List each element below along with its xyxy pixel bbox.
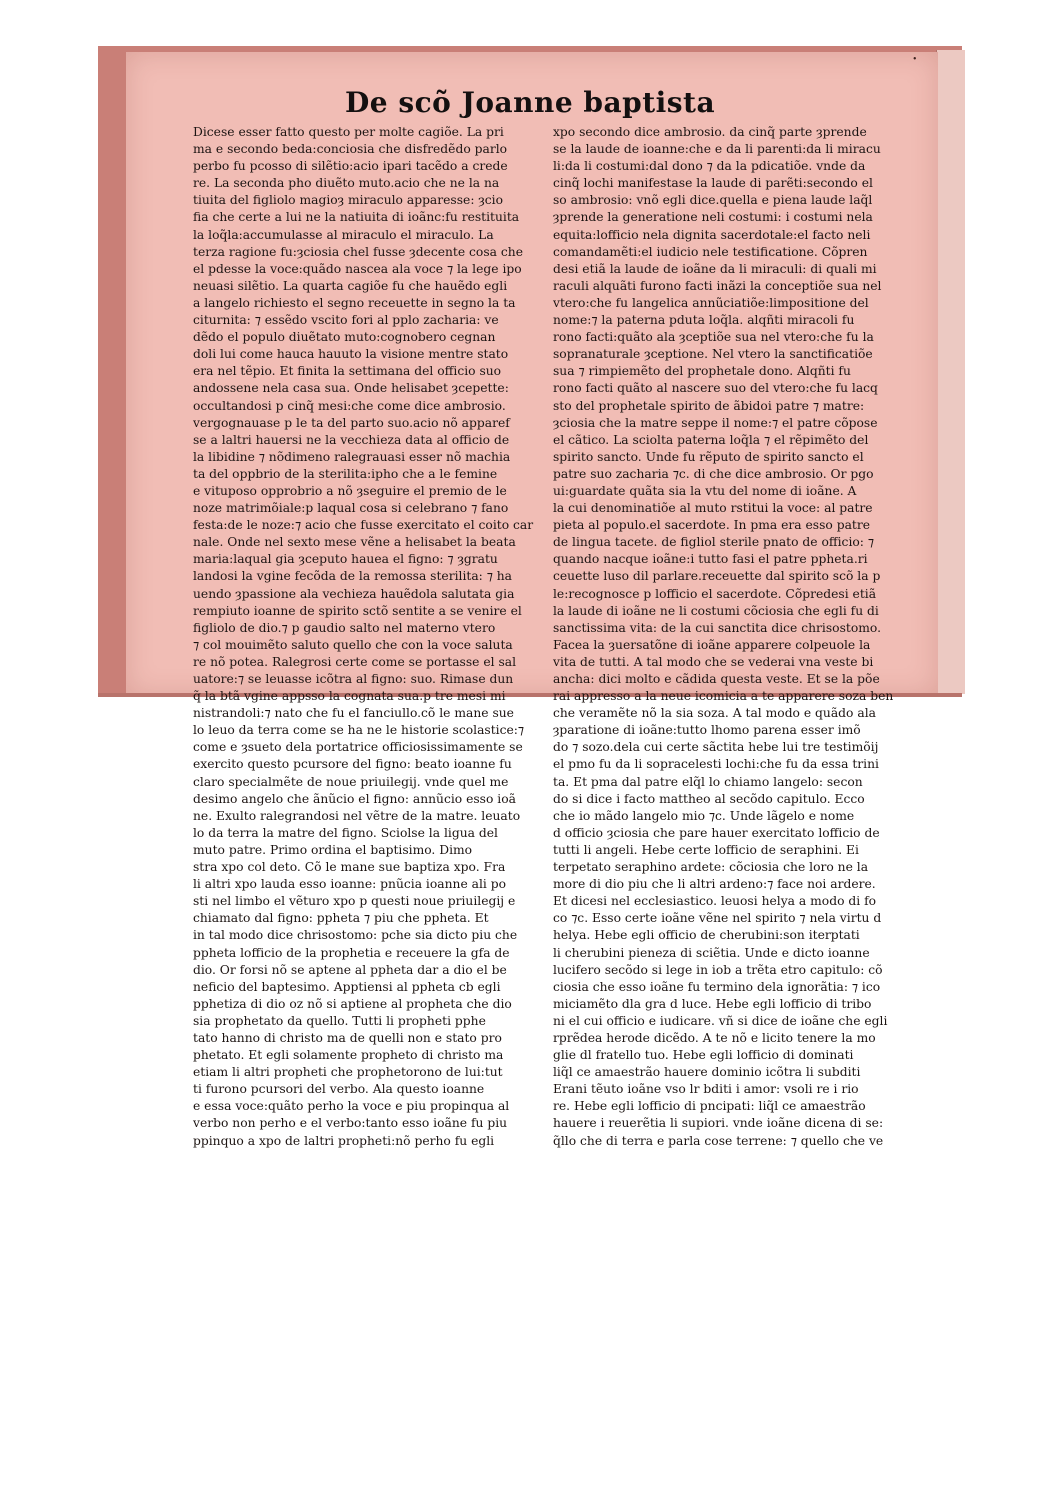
- text-line: se la laude de ioanne:che e da li parenti:da li miracu: [553, 142, 881, 157]
- text-line: miciamẽto dla gra d luce. Hebe egli lofficio di tribo: [553, 996, 872, 1011]
- text-line: rai appresso a la neue icomicia a te apparere soza ben: [553, 689, 894, 704]
- text-line: e vituposo opprobrio a nõ ȝseguire el premio de le: [193, 483, 507, 498]
- page-corner-dot: •: [913, 54, 917, 65]
- text-line: ppheta lofficio de la prophetia e receuere la gfa de: [193, 945, 510, 960]
- text-line: ne. Exulto ralegrandosi nel vẽtre de la matre. leuato: [193, 808, 521, 823]
- text-line: vita de tutti. A tal modo che se vederai vna veste bi: [553, 654, 874, 669]
- text-line: rempiuto ioanne de spirito sctõ sentite a se venire el: [193, 603, 522, 618]
- text-line: ui:guardate quãta sia la vtu del nome di ioãne. A: [553, 483, 857, 498]
- text-line: la libidine ⁊ nõdimeno ralegrauasi esser nõ machia: [193, 449, 511, 464]
- text-line: in tal modo dice chrisostomo: pche sia dicto piu che: [193, 928, 518, 943]
- text-line: sto del prophetale spirito de ãbidoi patre ⁊ matre:: [553, 398, 865, 413]
- text-line: desimo angelo che ãnũcio el figno: annũcio esso ioã: [193, 791, 516, 806]
- text-line: la loq̃la:accumulasse al miraculo el miraculo. La: [193, 227, 494, 242]
- text-line: occultandosi p cinq̃ mesi:che come dice ambrosio.: [193, 398, 506, 413]
- text-line: che io mãdo langelo mio ⁊c. Unde lãgelo e nome: [553, 808, 855, 823]
- text-line: ȝprende la generatione neli costumi: i costumi nela: [553, 210, 873, 225]
- left-text-column: [193, 124, 545, 1150]
- text-line: comandamẽti:el iudicio nele testificatione. Cõpren: [553, 244, 868, 259]
- text-line: xpo secondo dice ambrosio. da cinq̃ parte ȝprende: [553, 125, 867, 139]
- text-line: desi etiã la laude de ioãne da li miraculi: di quali mi: [553, 261, 877, 276]
- text-line: vergognauase p le ta del parto suo.acio nõ apparef: [193, 415, 510, 430]
- text-line: rono facti:quãto ala ȝceptiõe sua nel vtero:che fu la: [553, 330, 874, 345]
- text-line: patre suo zacharia ⁊c. di che dice ambrosio. Or pgo: [553, 466, 874, 481]
- text-line: pphetiza di dio oz nõ si aptiene al propheta che dio: [193, 996, 512, 1011]
- text-line: re. Hebe egli lofficio di pncipati: liq̃l ce amaestrão: [553, 1099, 866, 1114]
- text-line: lucifero secõdo si lege in iob a trẽta etro capitulo: cõ: [553, 962, 883, 977]
- text-line: sia prophetato da quello. Tutti li propheti pphe: [193, 1013, 486, 1028]
- text-line: sopranaturale ȝceptione. Nel vtero la sanctificatiõe: [553, 347, 873, 362]
- text-line: etiam li altri propheti che prophetorono de lui:tut: [193, 1065, 503, 1080]
- text-line: el pdesse la voce:quãdo nascea ala voce ⁊ la lege ipo: [193, 261, 522, 276]
- text-line: q̃ la btã vgine appsso la cognata sua.p tre mesi mi: [193, 689, 506, 704]
- text-line: quando nacque ioãne:i tutto fasi el patre ppheta.ri: [553, 552, 868, 567]
- text-line: ti furono pcursori del verbo. Ala questo ioanne: [193, 1082, 485, 1097]
- text-line: li altri xpo lauda esso ioanne: pnũcia ioanne ali po: [193, 877, 507, 892]
- text-line: le:recognosce p lofficio el sacerdote. Cõpredesi etiã: [553, 586, 877, 601]
- text-line: nome:⁊ la paterna pduta loq̃la. alqñti miracoli fu: [553, 313, 855, 328]
- text-line: chiamato dal figno: ppheta ⁊ piu che ppheta. Et: [193, 911, 489, 926]
- text-line: spirito sancto. Unde fu rẽputo de spirito sancto el: [553, 449, 864, 464]
- text-line: do ⁊ sozo.dela cui certe sãctita hebe lui tre testimõij: [553, 740, 879, 755]
- text-line: q̃llo che di terra e parla cose terrene: ⁊ quello che ve: [553, 1133, 884, 1148]
- text-line: so ambrosio: vnõ egli dice.quella e piena laude laq̃l: [553, 193, 873, 208]
- text-line: ȝciosia che la matre seppe il nome:⁊ el patre cõpose: [553, 415, 878, 430]
- text-line: fia che certe a lui ne la natiuita di ioãnc:fu restituita: [193, 210, 520, 225]
- text-line: Facea la ȝuersatõne di ioãne apparere colpeuole la: [553, 637, 871, 652]
- text-line: ma e secondo beda:conciosia che disfredẽdo parlo: [193, 142, 508, 157]
- text-line: cinq̃ lochi manifestase la laude di parẽti:secondo el: [553, 176, 873, 191]
- facing-page-edge: [936, 50, 965, 694]
- text-line: glie dl fratello tuo. Hebe egli lofficio di dominati: [553, 1048, 854, 1063]
- text-line: ta del oppbrio de la sterilita:ipho che a le femine: [193, 466, 498, 481]
- text-line: noze matrimõiale:p laqual cosa si celebrano ⁊ fano: [193, 501, 509, 516]
- text-line: li:da li costumi:dal dono ⁊ da la pdicatiõe. vnde da: [553, 159, 866, 174]
- text-line: sua ⁊ rimpiemẽto del prophetale dono. Alqñti fu: [553, 364, 851, 379]
- text-line: come e ȝsueto dela portatrice officiosissimamente se: [193, 740, 523, 755]
- text-line: e essa voce:quãto perho la voce e piu propinqua al: [193, 1099, 510, 1114]
- text-line: co ⁊c. Esso certe ioãne vẽne nel spirito ⁊ nela virtu d: [553, 911, 882, 926]
- text-line: claro specialmẽte de noue priuilegij. vnde quel me: [193, 774, 509, 789]
- text-line: re. La seconda pho diuẽto muto.acio che ne la na: [193, 176, 500, 191]
- text-line: ppinquo a xpo de laltri propheti:nõ perho fu egli: [193, 1133, 495, 1148]
- text-line: rprẽdea herode dicẽdo. A te nõ e licito tenere la mo: [553, 1030, 876, 1045]
- text-line: ta. Et pma dal patre elq̃l lo chiamo langelo: secon: [553, 774, 863, 789]
- text-line: era nel tẽpio. Et finita la settimana del officio suo: [193, 364, 502, 379]
- text-line: el pmo fu da li sopracelesti lochi:che fu da essa trini: [553, 757, 879, 772]
- text-line: vtero:che fu langelica annũciatiõe:limpositione del: [553, 295, 869, 310]
- text-line: lo da terra la matre del figno. Sciolse la ligua del: [193, 825, 498, 840]
- text-line: landosi la vgine fecõda de la remossa sterilita: ⁊ ha: [193, 569, 512, 584]
- text-line: la cui denominatiõe al muto rstitui la voce: al patre: [553, 501, 873, 516]
- text-line: figliolo de dio.⁊ p gaudio salto nel materno vtero: [193, 620, 496, 635]
- text-line: dẽdo el populo diuẽtato muto:cognobero cegnan: [193, 330, 496, 345]
- text-line: do si dice i facto mattheo al secõdo capitulo. Ecco: [553, 791, 865, 806]
- right-text-column: [553, 124, 915, 1150]
- text-line: uendo ȝpassione ala vechieza hauẽdola salutata gia: [193, 586, 515, 601]
- text-line: ȝparatione di ioãne:tutto lhomo parena esser imõ: [553, 723, 861, 738]
- text-line: nale. Onde nel sexto mese vẽne a helisabet la beata: [193, 535, 516, 550]
- text-line: la laude di ioãne ne li costumi cõciosia che egli fu di: [553, 603, 879, 618]
- text-line: andossene nela casa sua. Onde helisabet ȝcepette:: [193, 381, 509, 396]
- text-line: Et dicesi nel ecclesiastico. leuosi helya a modo di fo: [553, 894, 877, 909]
- text-line: neuasi silẽtio. La quarta cagiõe fu che hauẽdo egli: [193, 278, 508, 293]
- text-line: sti nel limbo el vẽturo xpo p questi noue priuilegij e: [193, 894, 516, 909]
- text-line: ni el cui officio e iudicare. vñ si dice de ioãne che egli: [553, 1013, 888, 1028]
- text-line: dio. Or forsi nõ se aptene al ppheta dar a dio el be: [193, 962, 507, 977]
- text-line: Erani tẽuto ioãne vso lr bditi i amor: vsoli re i rio: [553, 1082, 859, 1097]
- text-line: tato hanno di christo ma de quelli non e stato pro: [193, 1030, 502, 1045]
- text-line: sanctissima vita: de la cui sanctita dice chrisostomo.: [553, 620, 881, 635]
- text-line: equita:lofficio nela dignita sacerdotale:el facto neli: [553, 227, 871, 242]
- text-line: lo leuo da terra come se ha ne le historie scolastice:⁊: [193, 723, 525, 738]
- text-line: pieta al populo.el sacerdote. In pma era esso patre: [553, 518, 871, 533]
- text-line: nistrandoli:⁊ nato che fu el fanciullo.cõ le mane sue: [193, 706, 514, 721]
- page-title: De scõ Joanne baptista: [345, 86, 716, 119]
- text-line: raculi alquãti furono facti inãzi la conceptiõe sua nel: [553, 278, 882, 293]
- text-line: re nõ potea. Ralegrosi certe come se portasse el sal: [193, 654, 517, 669]
- text-line: festa:de le noze:⁊ acio che fusse exercitato el coito car: [193, 518, 534, 533]
- text-line: neficio del baptesimo. Apptiensi al ppheta cb egli: [193, 979, 501, 994]
- text-line: de lingua tacete. de figliol sterile pnato de officio: ⁊: [553, 535, 874, 550]
- text-line: more di dio piu che li altri ardeno:⁊ face noi ardere.: [553, 877, 876, 892]
- text-line: a langelo richiesto el segno receuette in segno la ta: [193, 295, 516, 310]
- text-line: terpetato seraphino ardete: cõciosia che loro ne la: [553, 860, 869, 875]
- text-line: helya. Hebe egli officio de cherubini:son iterptati: [553, 928, 860, 943]
- text-line: rono facti quãto al nascere suo del vtero:che fu lacq: [553, 381, 878, 396]
- text-line: tutti li angeli. Hebe certe lofficio de seraphini. Ei: [553, 842, 859, 857]
- text-line: verbo non perho e el verbo:tanto esso ioãne fu piu: [193, 1116, 508, 1131]
- text-line: Dicese esser fatto questo per molte cagiõe. La pri: [193, 125, 504, 139]
- text-line: muto patre. Primo ordina el baptisimo. Dimo: [193, 842, 473, 857]
- text-line: ancha: dici molto e cãdida questa veste. Et se la põe: [553, 672, 880, 686]
- text-line: hauere i reuerẽtia li supiori. vnde ioãne dicena di se:: [553, 1116, 884, 1131]
- text-line: stra xpo col deto. Cõ le mane sue baptiza xpo. Fra: [193, 860, 506, 875]
- text-line: che veramẽte nõ la sia soza. A tal modo e quãdo ala: [553, 706, 876, 721]
- text-line: phetato. Et egli solamente propheto di christo ma: [193, 1048, 504, 1063]
- text-line: maria:laqual gia ȝceputo hauea el figno: ⁊ ȝgratu: [193, 552, 498, 567]
- text-line: terza ragione fu:ȝciosia chel fusse ȝdecente cosa che: [193, 244, 523, 259]
- text-line: liq̃l ce amaestrão hauere dominio icõtra li subditi: [553, 1065, 861, 1080]
- text-line: ceuette luso dil parlare.receuette dal spirito scõ la p: [553, 569, 881, 584]
- text-line: d officio ȝciosia che pare hauer exercitato lofficio de: [553, 825, 880, 840]
- text-line: li cherubini pieneza di sciẽtia. Unde e dicto ioanne: [553, 945, 870, 960]
- text-line: se a laltri hauersi ne la vecchieza data al officio de: [193, 432, 510, 447]
- text-line: ciosia che esso ioãne fu termino dela ignorãtia: ⁊ ico: [553, 979, 881, 994]
- text-line: perbo fu pcosso di silẽtio:acio ipari tacẽdo a crede: [193, 159, 508, 174]
- text-line: uatore:⁊ se leuasse icõtra al figno: suo. Rimase dun: [193, 672, 514, 686]
- text-line: ⁊ col mouimẽto saluto quello che con la voce saluta: [193, 637, 513, 652]
- text-line: el cãtico. La sciolta paterna loq̃la ⁊ el rẽpimẽto del: [553, 432, 869, 447]
- text-line: tiuita del figliolo magioȝ miraculo apparesse: ȝcio: [193, 193, 504, 208]
- text-line: doli lui come hauca hauuto la visione mentre stato: [193, 347, 509, 362]
- text-line: citurnita: ⁊ essẽdo vscito fori al pplo zacharia: ve: [193, 313, 499, 328]
- text-line: exercito questo pcursore del figno: beato ioanne fu: [193, 757, 512, 772]
